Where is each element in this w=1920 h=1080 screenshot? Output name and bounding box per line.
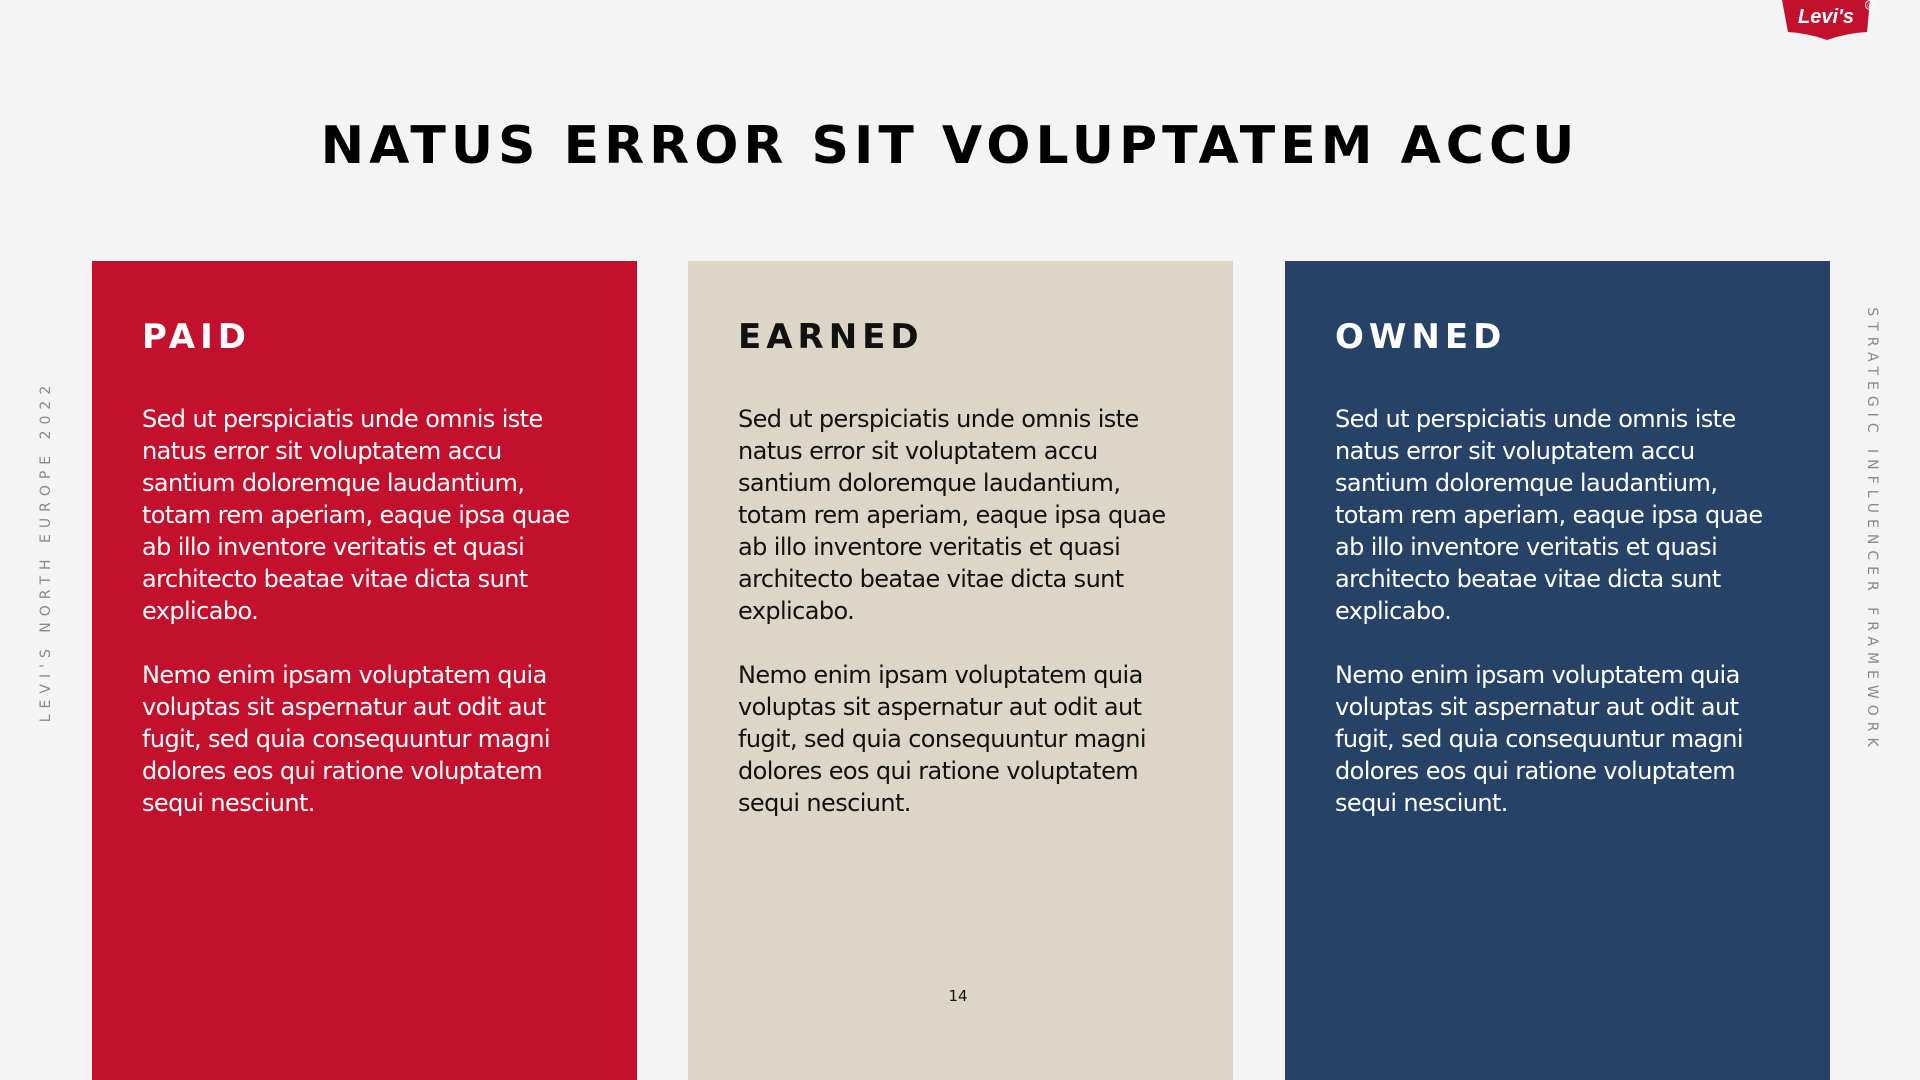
card-paragraph: Nemo enim ipsam voluptatem quia voluptas sit aspernatur aut odit aut fugit, sed quia consequuntur magni dolores eos qui ratione voluptatem sequi nesciunt.	[738, 661, 1146, 817]
side-label-left: LEVI'S NORTH EUROPE 2022	[38, 379, 54, 723]
card-paragraph: Sed ut perspiciatis unde omnis iste natus error sit voluptatem accu santium doloremque laudantium, totam rem aperiam, eaque ipsa quae ab illo inventore veritatis et quasi architecto beatae vitae dicta sunt explicabo.	[738, 405, 1166, 625]
registered-mark: ®	[1866, 2, 1874, 10]
card-owned	[1285, 261, 1830, 1080]
page-title: NATUS ERROR SIT VOLUPTATEM ACCU	[320, 116, 1580, 176]
card-paragraph: Nemo enim ipsam voluptatem quia voluptas sit aspernatur aut odit aut fugit, sed quia consequuntur magni dolores eos qui ratione voluptatem sequi nesciunt.	[1335, 661, 1743, 817]
card-earned	[688, 261, 1233, 1080]
card-heading: PAID	[142, 317, 251, 357]
card-paragraph: Nemo enim ipsam voluptatem quia voluptas sit aspernatur aut odit aut fugit, sed quia consequuntur magni dolores eos qui ratione voluptatem sequi nesciunt.	[142, 661, 550, 817]
card-heading: OWNED	[1335, 317, 1507, 357]
card-heading: EARNED	[738, 317, 924, 357]
levis-logo	[1780, 0, 1878, 42]
card-paid	[92, 261, 637, 1080]
side-label-right: STRATEGIC INFLUENCER FRAMEWORK	[1864, 307, 1880, 753]
card-paragraph: Sed ut perspiciatis unde omnis iste natus error sit voluptatem accu santium doloremque laudantium, totam rem aperiam, eaque ipsa quae ab illo inventore veritatis et quasi architecto beatae vitae dicta sunt explicabo.	[1335, 405, 1763, 625]
card-paragraph: Sed ut perspiciatis unde omnis iste natus error sit voluptatem accu santium doloremque laudantium, totam rem aperiam, eaque ipsa quae ab illo inventore veritatis et quasi architecto beatae vitae dicta sunt explicabo.	[142, 405, 570, 625]
levis-logo-text: Levi's	[1798, 6, 1854, 28]
